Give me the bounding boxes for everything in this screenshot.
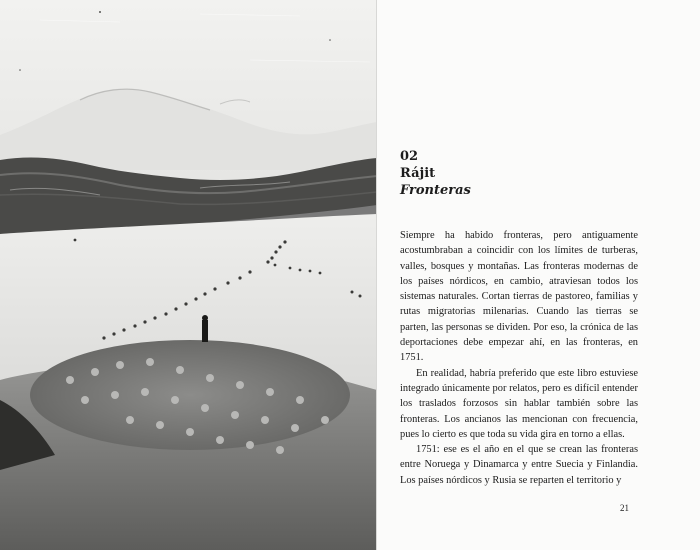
text-page <box>377 0 700 550</box>
chapter-heading <box>400 149 471 199</box>
chapter-title: Rájit <box>400 166 436 181</box>
body-text <box>400 228 638 488</box>
paragraph: En realidad, habría preferido que este libro estuviese integrado únicamente por relatos, pero es difícil entender los traslados forzosos sin hablar también sobre las fronteras. Los ancianos las mencionan con frecuencia, pues lo cierto es que toda su vida gira en torno a ellas. <box>400 367 638 440</box>
paragraph: Siempre ha habido fronteras, pero antiguamente acostumbraban a coincidir con los límites de turberas, valles, bosques y montañas. Las fronteras modernas de los países nórdicos, en cambio, atraviesan todos los sistemas naturales. Cortan tierras de pastoreo, familias y rutas migratorias milenarias. Cuando las tierras se parten, las personas se dividen. Por eso, la crónica de las deportaciones debe empezar ahí, en las fronteras, en 1751. <box>400 230 638 364</box>
page-number: 21 <box>620 503 629 513</box>
paragraph: 1751: ese es el año en el que se crean las fronteras entre Noruega y Dinamarca y entre Suecia y Finlandia. Los países nórdicos y Rusia se reparten el territorio y <box>400 444 638 486</box>
chapter-number: 02 <box>400 149 419 164</box>
chapter-subtitle: Fronteras <box>400 183 471 198</box>
